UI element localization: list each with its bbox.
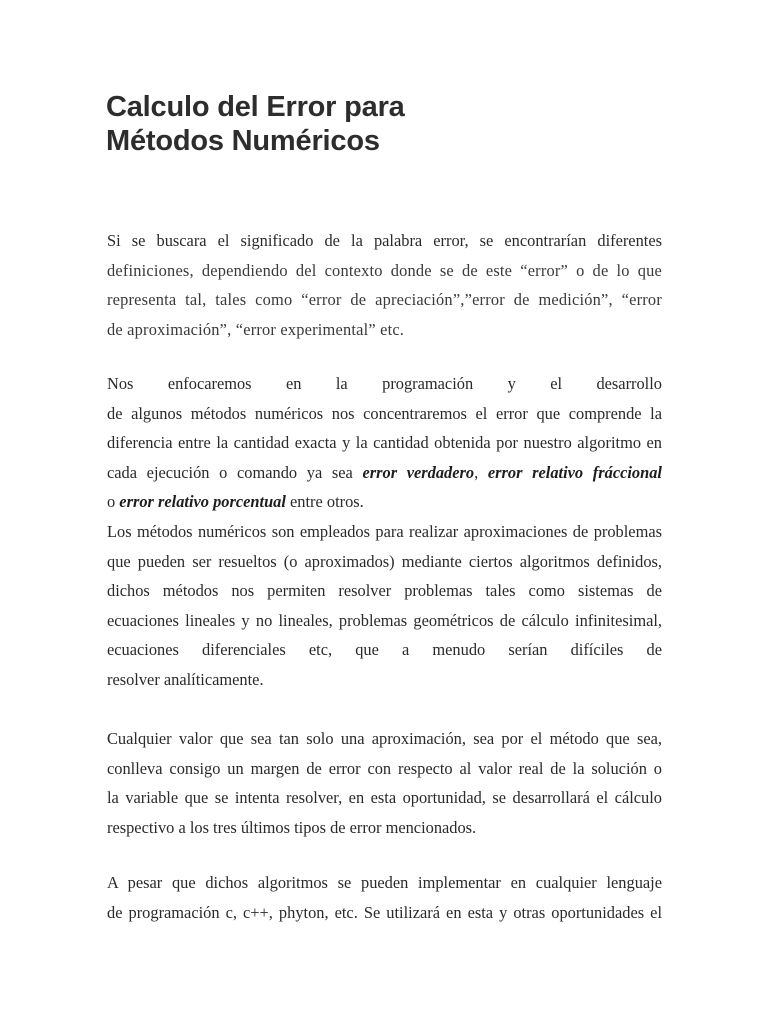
error-type-true: error verdadero <box>362 462 475 482</box>
paragraph-approximation <box>107 724 662 842</box>
paragraph-line: de aproximación”, “error experimental” etc. <box>107 319 405 339</box>
paragraph-line: de algunos métodos numéricos nos concentraremos el error que comprende la <box>107 403 662 423</box>
paragraph-line: diferencia entre la cantidad exacta y la cantidad obtenida por nuestro algoritmo en <box>107 433 662 453</box>
paragraph-line <box>107 487 662 517</box>
paragraph-line: resolver analíticamente. <box>107 669 264 689</box>
text-run: cada ejecución o comando ya sea <box>107 462 363 482</box>
paragraph-numerical-methods <box>107 369 662 695</box>
text-run: entre otros. <box>285 492 364 512</box>
title-line-2: Métodos Numéricos <box>106 125 380 157</box>
error-type-relative-fractional: error relativo fráccional <box>487 462 662 482</box>
paragraph-line: Si se buscara el significado de la palabra error, se encontrarían diferentes <box>107 231 662 250</box>
title-line-1: Calculo del Error para <box>106 91 405 123</box>
paragraph-line: Los métodos numéricos son empleados para realizar aproximaciones de problemas <box>107 521 662 541</box>
paragraph-line <box>107 458 662 488</box>
paragraph-line: conlleva consigo un margen de error con respecto al valor real de la solución o <box>107 758 662 778</box>
paragraph-line: Nos enfocaremos en la programación y el desarrollo <box>107 374 662 393</box>
text-run: , <box>474 462 488 482</box>
paragraph-line: definiciones, dependiendo del contexto donde se de este “error” o de lo que <box>107 260 662 280</box>
paragraph-error-definition <box>107 226 662 344</box>
paragraph-line: representa tal, tales como “error de apreciación”,”error de medición”, “error <box>107 290 662 310</box>
paragraph-line: respectivo a los tres últimos tipos de error mencionados. <box>107 817 477 837</box>
paragraph-line: dichos métodos nos permiten resolver problemas tales como sistemas de <box>107 581 662 601</box>
paragraph-line: Cualquier valor que sea tan solo una aproximación, sea por el método que sea, <box>107 729 662 748</box>
document-title <box>106 90 405 158</box>
paragraph-line: de programación c, c++, phyton, etc. Se utilizará en esta y otras oportunidades el <box>107 902 662 922</box>
error-type-relative-percent: error relativo porcentual <box>119 492 286 512</box>
paragraph-line: ecuaciones diferenciales etc, que a menudo serían difíciles de <box>107 640 662 660</box>
paragraph-line: la variable que se intenta resolver, en esta oportunidad, se desarrollará el cálculo <box>107 788 662 808</box>
paragraph-line: que pueden ser resueltos (o aproximados) mediante ciertos algoritmos definidos, <box>107 551 662 571</box>
text-run: o <box>107 492 120 512</box>
paragraph-languages <box>107 868 662 927</box>
paragraph-line: ecuaciones lineales y no lineales, problemas geométricos de cálculo infinitesimal, <box>107 610 662 630</box>
paragraph-line: A pesar que dichos algoritmos se pueden implementar en cualquier lenguaje <box>107 873 662 892</box>
